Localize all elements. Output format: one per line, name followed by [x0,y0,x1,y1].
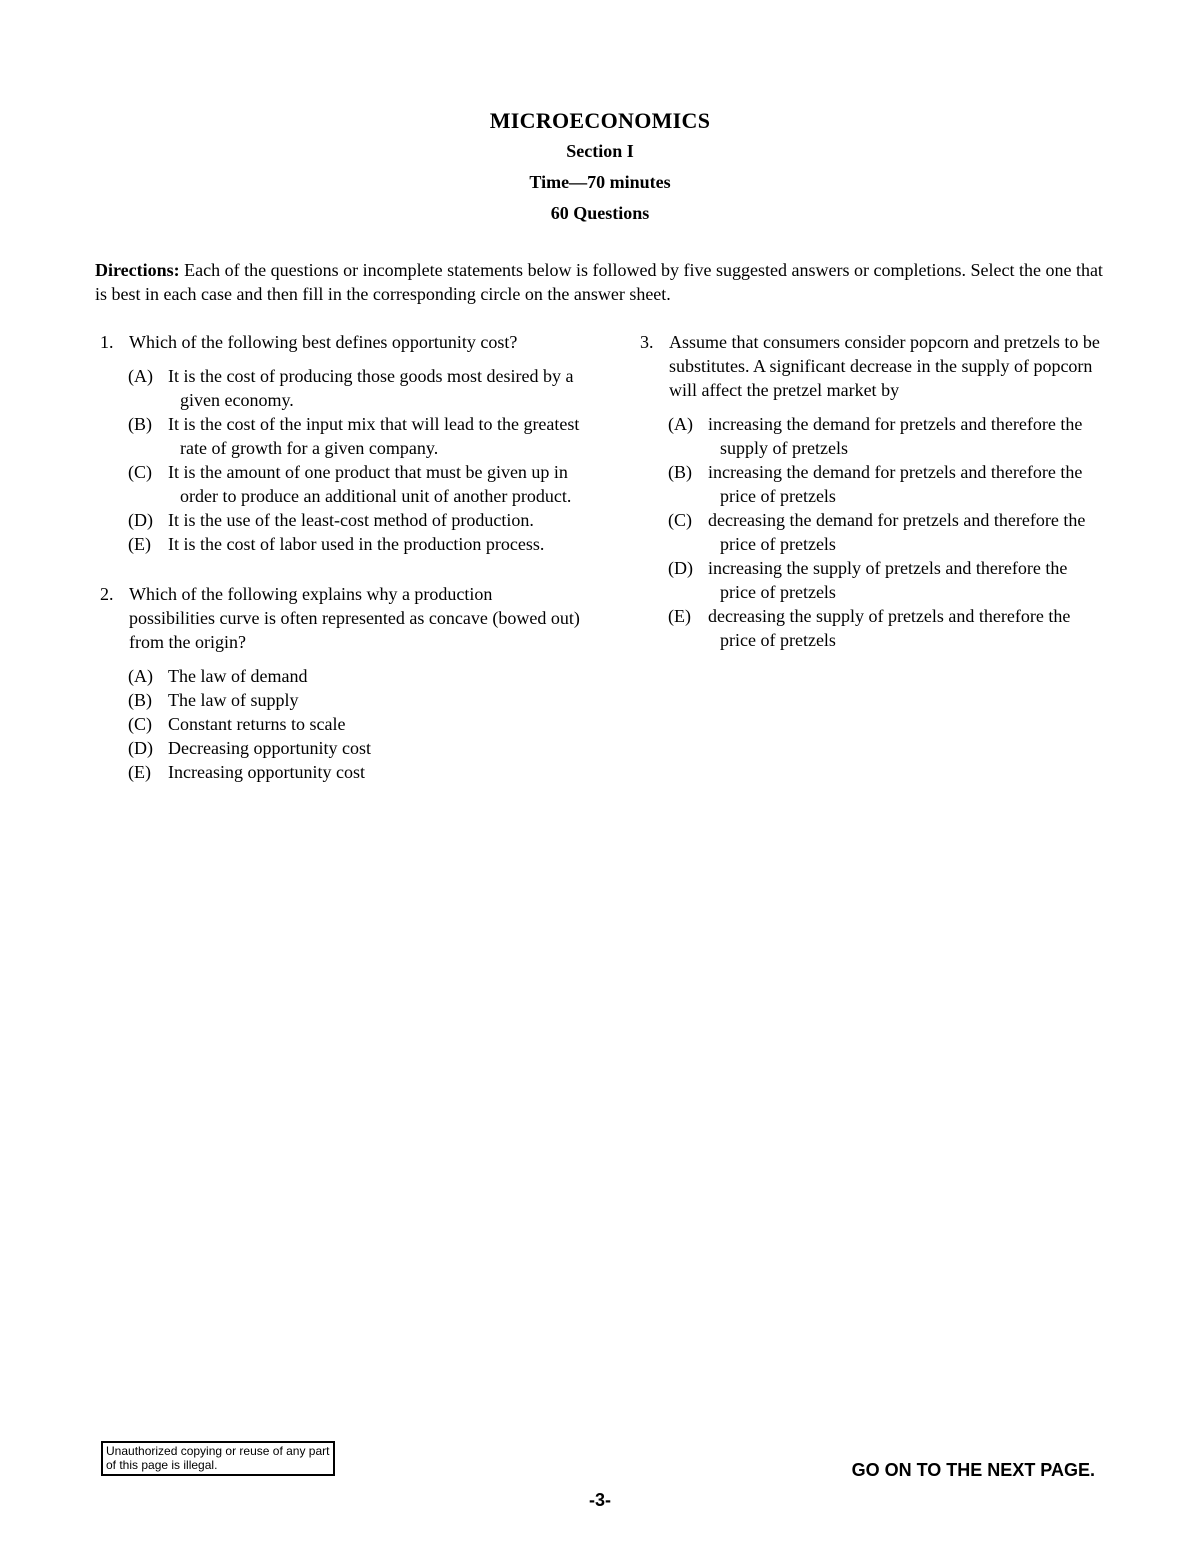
answer-options [128,364,580,556]
question-2 [100,582,580,784]
option-letter: (C) [668,510,692,530]
copyright-notice: Unauthorized copying or reuse of any part of this page is illegal. [101,1441,335,1476]
answer-option [668,508,1100,556]
question-3 [640,330,1100,652]
directions-label: Directions: [95,260,180,280]
left-column [100,330,580,784]
option-letter: (C) [128,714,152,734]
question-count: 60 Questions [550,203,650,223]
option-letter: (C) [128,462,152,482]
answer-option [668,412,1100,460]
next-page-instruction: GO ON TO THE NEXT PAGE. [851,1460,1095,1480]
page-header [0,106,1200,229]
answer-option [128,508,580,532]
answer-option [668,604,1100,652]
option-letter: (D) [668,558,693,578]
option-text: decreasing the demand for pretzels and therefore the price of pretzels [708,510,1086,554]
option-text: It is the cost of the input mix that will lead to the greatest rate of growth for a given company. [168,414,580,458]
question-number: 3. [640,332,654,352]
option-text: increasing the demand for pretzels and therefore the price of pretzels [708,462,1083,506]
question-stem: Which of the following best defines opportunity cost? [129,332,518,352]
question-number: 2. [100,584,114,604]
option-letter: (A) [128,666,153,686]
answer-option [128,412,580,460]
option-text: decreasing the supply of pretzels and therefore the price of pretzels [708,606,1071,650]
answer-option [128,760,580,784]
option-letter: (E) [128,762,151,782]
option-text: It is the amount of one product that must be given up in order to produce an additional unit of another product. [168,462,572,506]
option-text: The law of demand [168,666,308,686]
option-letter: (E) [128,534,151,554]
time-limit: Time—70 minutes [529,172,671,192]
option-text: It is the cost of producing those goods most desired by a given economy. [168,366,574,410]
option-text: It is the use of the least-cost method of production. [168,510,534,530]
answer-option [668,460,1100,508]
option-text: It is the cost of labor used in the production process. [168,534,545,554]
option-letter: (A) [668,414,693,434]
option-letter: (A) [128,366,153,386]
option-letter: (B) [128,690,152,710]
answer-option [128,664,580,688]
directions [95,258,1105,306]
right-column [640,330,1100,652]
option-text: increasing the supply of pretzels and therefore the price of pretzels [708,558,1068,602]
answer-option [128,736,580,760]
option-letter: (B) [668,462,692,482]
answer-options [128,664,580,784]
directions-text: Each of the questions or incomplete statements below is followed by five suggested answers or completions. Select the one that is best in each case and then fill in the corresponding circle on the answer sheet. [95,260,1103,304]
option-text: increasing the demand for pretzels and therefore the supply of pretzels [708,414,1083,458]
exam-title: MICROECONOMICS [489,108,711,133]
answer-option [128,532,580,556]
answer-option [668,556,1100,604]
option-letter: (B) [128,414,152,434]
option-letter: (D) [128,738,153,758]
option-text: Increasing opportunity cost [168,762,365,782]
answer-option [128,364,580,412]
question-stem: Which of the following explains why a production possibilities curve is often represented as concave (bowed out) from the origin? [129,584,580,652]
answer-option [128,712,580,736]
option-text: Constant returns to scale [168,714,346,734]
question-1 [100,330,580,556]
option-text: Decreasing opportunity cost [168,738,371,758]
page-number: -3- [589,1490,611,1510]
answer-option [128,460,580,508]
option-text: The law of supply [168,690,299,710]
option-letter: (D) [128,510,153,530]
option-letter: (E) [668,606,691,626]
answer-option [128,688,580,712]
question-number: 1. [100,332,114,352]
answer-options [668,412,1100,652]
question-stem: Assume that consumers consider popcorn and pretzels to be substitutes. A significant decrease in the supply of popcorn will affect the pretzel market by [669,332,1100,400]
section-label: Section I [566,141,634,161]
